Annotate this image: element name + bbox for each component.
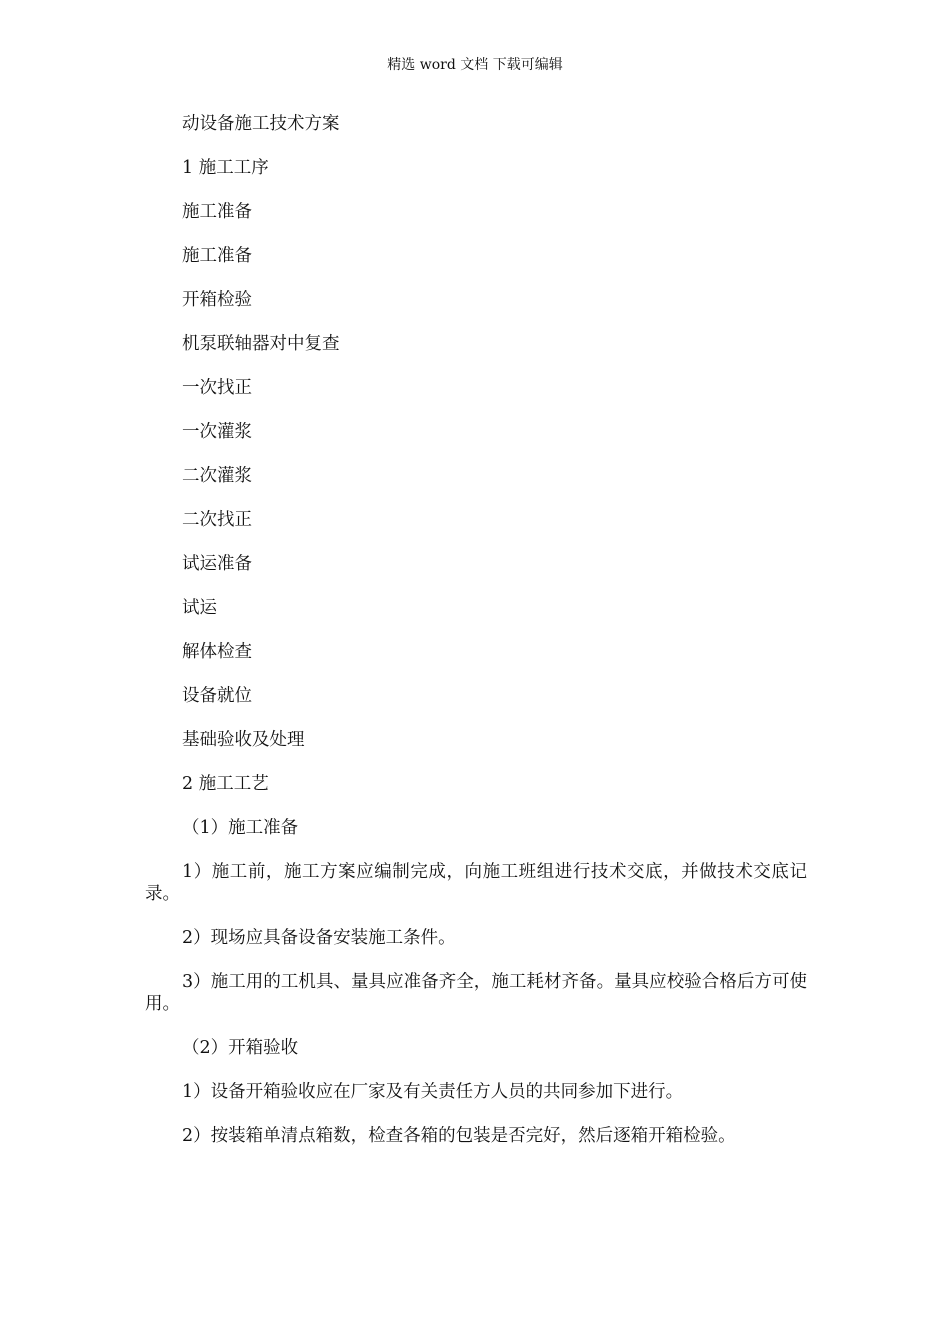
body-paragraph: 2）按装箱单清点箱数，检查各箱的包装是否完好，然后逐箱开箱检验。 (182, 1126, 736, 1146)
process-step: 一次灌浆 (182, 422, 252, 442)
section-heading: 2 施工工艺 (182, 774, 269, 794)
document-title: 动设备施工技术方案 (182, 114, 340, 134)
process-step: 试运准备 (182, 554, 252, 574)
process-step: 解体检查 (182, 642, 252, 662)
body-paragraph: 2）现场应具备设备安装施工条件。 (182, 928, 456, 948)
subsection-heading: （1）施工准备 (182, 818, 299, 838)
process-step: 二次灌浆 (182, 466, 252, 486)
page-header: 精选 word 文档 下载可编辑 (387, 57, 563, 73)
process-step: 一次找正 (182, 378, 252, 398)
process-step: 开箱检验 (182, 290, 252, 310)
process-step: 机泵联轴器对中复查 (182, 334, 340, 354)
body-paragraph: 1）设备开箱验收应在厂家及有关责任方人员的共同参加下进行。 (182, 1082, 684, 1102)
subsection-heading: （2）开箱验收 (182, 1038, 299, 1058)
process-step: 施工准备 (182, 246, 252, 266)
process-step: 施工准备 (182, 202, 252, 222)
body-paragraph: 3）施工用的工机具、量具应准备齐全，施工耗材齐备。量具应校验合格后方可使用。 (145, 972, 807, 1014)
process-step: 试运 (182, 598, 217, 618)
process-step: 二次找正 (182, 510, 252, 530)
process-step: 设备就位 (182, 686, 252, 706)
section-heading: 1 施工工序 (182, 158, 269, 178)
process-step: 基础验收及处理 (182, 730, 305, 750)
body-paragraph: 1）施工前，施工方案应编制完成，向施工班组进行技术交底，并做技术交底记录。 (145, 862, 807, 904)
document-body (145, 113, 807, 1169)
